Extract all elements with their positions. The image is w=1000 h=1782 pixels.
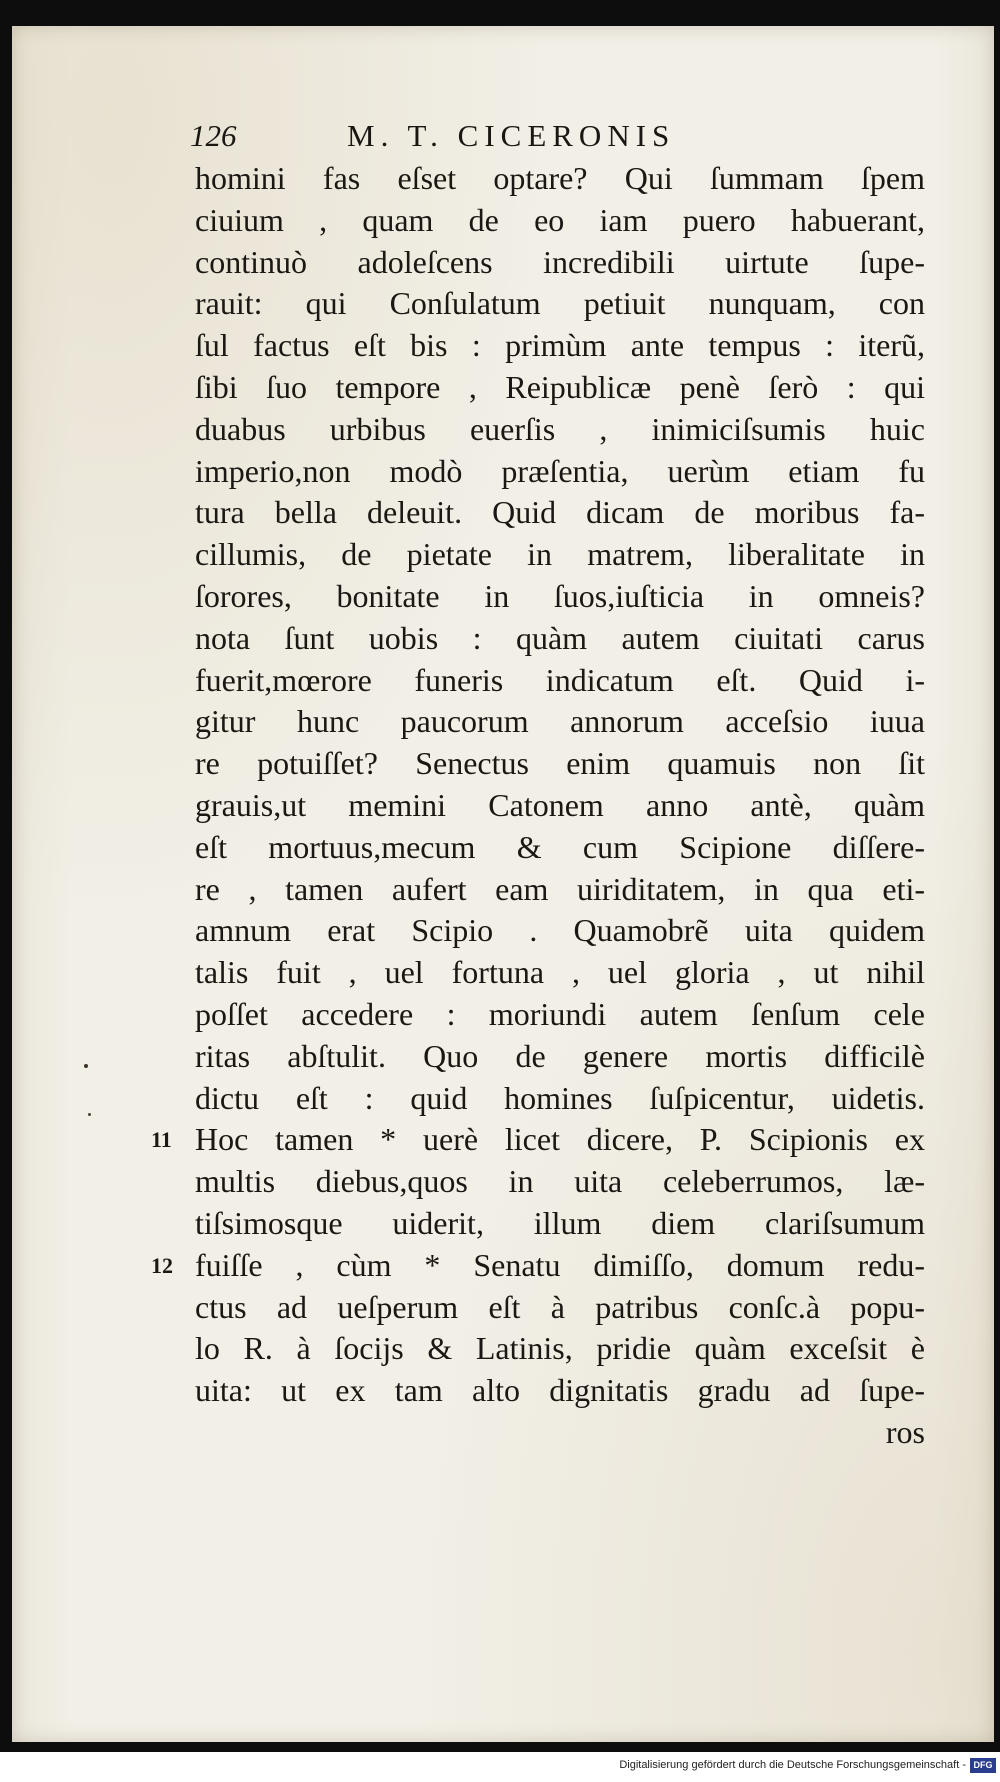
text-line-content: talis fuit , uel fortuna , uel gloria , ut nihil — [195, 954, 925, 991]
text-line-content: Hoc tamen * uerè licet dicere, P. Scipionis ex — [195, 1121, 925, 1158]
text-line-content: duabus urbibus euerſis , inimiciſsumis huic — [195, 410, 925, 447]
text-line-content: amnum erat Scipio . Quamobrẽ uita quidem — [195, 912, 925, 949]
text-line-content: ſorores, bonitate in ſuos,iuſticia in omneis? — [195, 577, 925, 614]
text-line — [195, 1287, 925, 1329]
page-header — [190, 118, 790, 158]
text-line-content: re , tamen aufert eam uiriditatem, in qua eti- — [195, 870, 925, 907]
text-line — [195, 492, 925, 534]
text-line-content: uita: ut ex tam alto dignitatis gradu ad ſupe- — [195, 1372, 925, 1409]
marginal-section-number: 11 — [151, 1127, 172, 1153]
body-text — [151, 158, 925, 1454]
text-line-content: continuò adoleſcens incredibili uirtute ſupe- — [195, 243, 925, 280]
text-line-content: re potuiſſet? Senectus enim quamuis non ſit — [195, 745, 925, 782]
text-line-content: dictu eſt : quid homines ſuſpicentur, uidetis. — [195, 1079, 925, 1116]
text-line-content: homini fas eſset optare? Qui ſummam ſpem — [195, 160, 925, 196]
text-line-content: fuiſſe , cùm * Senatu dimiſſo, domum redu- — [195, 1246, 925, 1283]
text-line-content: cillumis, de pietate in matrem, liberalitate in — [195, 536, 925, 573]
text-line — [195, 618, 925, 660]
footer-bar — [0, 1752, 1000, 1782]
text-line — [195, 827, 925, 869]
ink-speck — [84, 1064, 88, 1068]
text-line-content: imperio,non modò præſentia, uerùm etiam fu — [195, 452, 925, 489]
text-line — [195, 1370, 925, 1412]
text-line — [195, 451, 925, 493]
text-line — [195, 325, 925, 367]
text-line — [195, 1412, 925, 1454]
text-line-content: poſſet accedere : moriundi autem ſenſum cele — [195, 995, 925, 1032]
text-line — [195, 1328, 925, 1370]
text-line-content: eſt mortuus,mecum & cum Scipione diſſere- — [195, 828, 925, 865]
text-line — [195, 1203, 925, 1245]
text-line-content: ctus ad ueſperum eſt à patribus conſc.à popu- — [195, 1288, 925, 1325]
marginal-section-number: 12 — [151, 1252, 173, 1278]
text-line — [195, 576, 925, 618]
text-line-content: lo R. à ſocijs & Latinis, pridie quàm exceſsit è — [195, 1330, 925, 1367]
text-line — [195, 200, 925, 242]
text-line — [195, 701, 925, 743]
text-line — [195, 952, 925, 994]
running-title: M. T. CICERONIS — [347, 118, 676, 153]
text-line — [195, 1078, 925, 1120]
text-line — [195, 785, 925, 827]
text-line — [195, 367, 925, 409]
text-line — [195, 534, 925, 576]
text-line — [195, 994, 925, 1036]
page-number: 126 — [190, 118, 237, 153]
text-line — [195, 660, 925, 702]
text-line — [195, 1161, 925, 1203]
text-line-content: fuerit,mœrore funeris indicatum eſt. Quid i- — [195, 661, 925, 698]
text-line-content: grauis,ut memini Catonem anno antè, quàm — [195, 786, 925, 823]
text-line — [151, 1245, 925, 1287]
text-line-content: ſibi ſuo tempore , Reipublicæ penè ſerò : qui — [195, 368, 925, 405]
text-line-content: ſul factus eſt bis : primùm ante tempus : iterũ, — [195, 327, 925, 364]
text-line-content: tura bella deleuit. Quid dicam de moribus fa- — [195, 494, 925, 531]
ink-speck — [88, 1113, 91, 1116]
text-line — [195, 242, 925, 284]
text-line — [151, 1119, 925, 1161]
text-line — [195, 1036, 925, 1078]
text-line-content: rauit: qui Conſulatum petiuit nunquam, con — [195, 285, 925, 322]
text-line-content: ritas abſtulit. Quo de genere mortis difficilè — [195, 1037, 925, 1074]
text-line — [195, 283, 925, 325]
text-line-content: nota ſunt uobis : quàm autem ciuitati carus — [195, 619, 925, 656]
text-line — [195, 869, 925, 911]
text-line-content: gitur hunc paucorum annorum acceſsio iuua — [195, 703, 925, 740]
text-line-content: tiſsimosque uiderit, illum diem clariſsumum — [195, 1204, 925, 1241]
text-line — [195, 910, 925, 952]
text-line — [195, 409, 925, 451]
text-line-content: ros — [885, 1413, 925, 1450]
text-line-content: ciuium , quam de eo iam puero habuerant, — [195, 201, 925, 238]
text-line — [195, 743, 925, 785]
text-line — [195, 158, 925, 200]
dfg-logo: DFG — [970, 1758, 996, 1773]
digitization-credit: Digitalisierung gefördert durch die Deutsche Forschungsgemeinschaft - — [619, 1759, 966, 1771]
text-line-content: multis diebus,quos in uita celeberrumos, læ- — [195, 1163, 925, 1200]
